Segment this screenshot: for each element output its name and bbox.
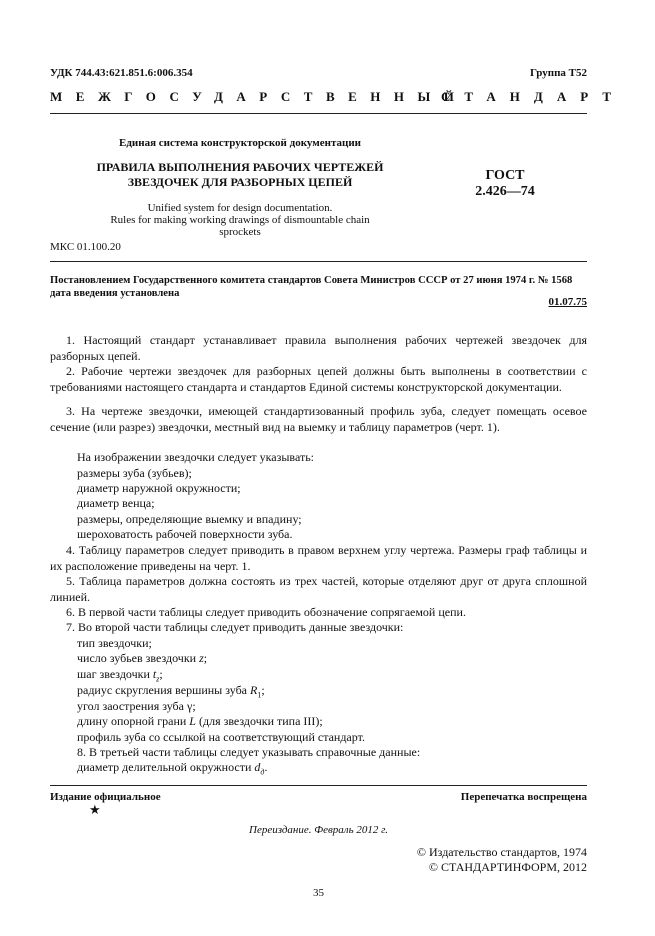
reissue-note: Переиздание. Февраль 2012 г. bbox=[249, 824, 388, 836]
reprint-prohibited: Перепечатка воспрещена bbox=[460, 791, 587, 803]
copyright-2012: © СТАНДАРТИНФОРМ, 2012 bbox=[428, 860, 587, 874]
english-title-line-3: sprockets bbox=[219, 226, 261, 238]
list-item: размеры, определяющие выемку и впадину; bbox=[77, 512, 302, 526]
title-rule bbox=[50, 261, 587, 262]
list-item: диаметр наружной окружности; bbox=[77, 481, 241, 495]
copyright-1974: © Издательство стандартов, 1974 bbox=[416, 845, 587, 859]
paragraph-5: 5. Таблица параметров должна состоять из трех частей, которые отделяют друг от друга сплошной линией. bbox=[50, 574, 587, 604]
list-item: диаметр делительной окружности $d_д$. bbox=[77, 760, 268, 777]
paragraph-6: 6. В первой части таблицы следует приводить обозначение сопрягаемой цепи. bbox=[66, 605, 466, 619]
english-title-line-2: Rules for making working drawings of dismountable chain bbox=[110, 214, 370, 226]
list-item: радиус скругления вершины зуба $R_1$; bbox=[77, 683, 265, 700]
mks-code: МКС 01.100.20 bbox=[50, 241, 121, 253]
list-item: шаг звездочки $t_z$; bbox=[77, 667, 163, 684]
effective-date: 01.07.75 bbox=[548, 296, 587, 308]
list-title: На изображении звездочки следует указывать: bbox=[77, 450, 315, 464]
list-item: профиль зуба со ссылкой на соответствующий стандарт. bbox=[77, 730, 365, 744]
gost-number: 2.426—74 bbox=[475, 184, 535, 199]
gost-label: ГОСТ bbox=[485, 168, 525, 183]
paragraph-2: 2. Рабочие чертежи звездочек для разборных цепей должны быть выполнены в соответствии с требованиями настоящего стандарта и стандартов Единой системы конструкторской документации. bbox=[50, 364, 587, 394]
list-item: тип звездочки; bbox=[77, 636, 152, 650]
title-line-1: ПРАВИЛА ВЫПОЛНЕНИЯ РАБОЧИХ ЧЕРТЕЖЕЙ bbox=[96, 160, 384, 174]
english-title-line-1: Unified system for design documentation. bbox=[147, 202, 333, 214]
list-item: число зубьев звездочки z; bbox=[77, 651, 208, 665]
paragraph-4: 4. Таблицу параметров следует приводить в правом верхнем углу чертежа. Размеры граф таблицы и их расположение приведены на черт. 1. bbox=[50, 543, 587, 573]
list-item: диаметр венца; bbox=[77, 496, 155, 510]
paragraph-3: 3. На чертеже звездочки, имеющей стандартизованный профиль зуба, следует помещать осевое сечение (или разрез) звездочки, местный вид на выемку и таблицу параметров (черт. 1). bbox=[50, 404, 587, 434]
paragraph-7: 7. Во второй части таблицы следует приводить данные звездочки: bbox=[66, 620, 404, 634]
footer-rule bbox=[50, 785, 587, 786]
page-number: 35 bbox=[313, 887, 324, 899]
star-icon: ★ bbox=[89, 803, 101, 818]
paragraph-8: 8. В третьей части таблицы следует указывать справочные данные: bbox=[77, 745, 421, 759]
list-item: размеры зуба (зубьев); bbox=[77, 466, 192, 480]
list-item: шероховатость рабочей поверхности зуба. bbox=[77, 527, 293, 541]
standard-label: СТАНДАРТ bbox=[441, 89, 626, 104]
group-code: Группа Т52 bbox=[529, 67, 587, 79]
list-item: угол заострения зуба γ; bbox=[77, 699, 196, 713]
paragraph-1: 1. Настоящий стандарт устанавливает правила выполнения рабочих чертежей звездочек для разборных цепей. bbox=[50, 333, 587, 363]
decree-line: Постановлением Государственного комитета стандартов Совета Министров СССР от 27 июня 1974 г. № 1568 bbox=[50, 275, 573, 286]
interstate-label: МЕЖГОСУДАРСТВЕННЫЙ bbox=[50, 89, 468, 104]
title-line-2: ЗВЕЗДОЧЕК ДЛЯ РАЗБОРНЫХ ЦЕПЕЙ bbox=[127, 175, 353, 189]
list-item: длину опорной грани L (для звездочки типа III); bbox=[77, 714, 323, 728]
udk-code: УДК 744.43:621.851.6:006.354 bbox=[50, 67, 193, 79]
effective-date-label: дата введения установлена bbox=[50, 288, 180, 299]
system-name: Единая система конструкторской документации bbox=[119, 137, 361, 149]
official-edition: Издание официальное bbox=[50, 791, 161, 803]
header-rule bbox=[50, 113, 587, 114]
